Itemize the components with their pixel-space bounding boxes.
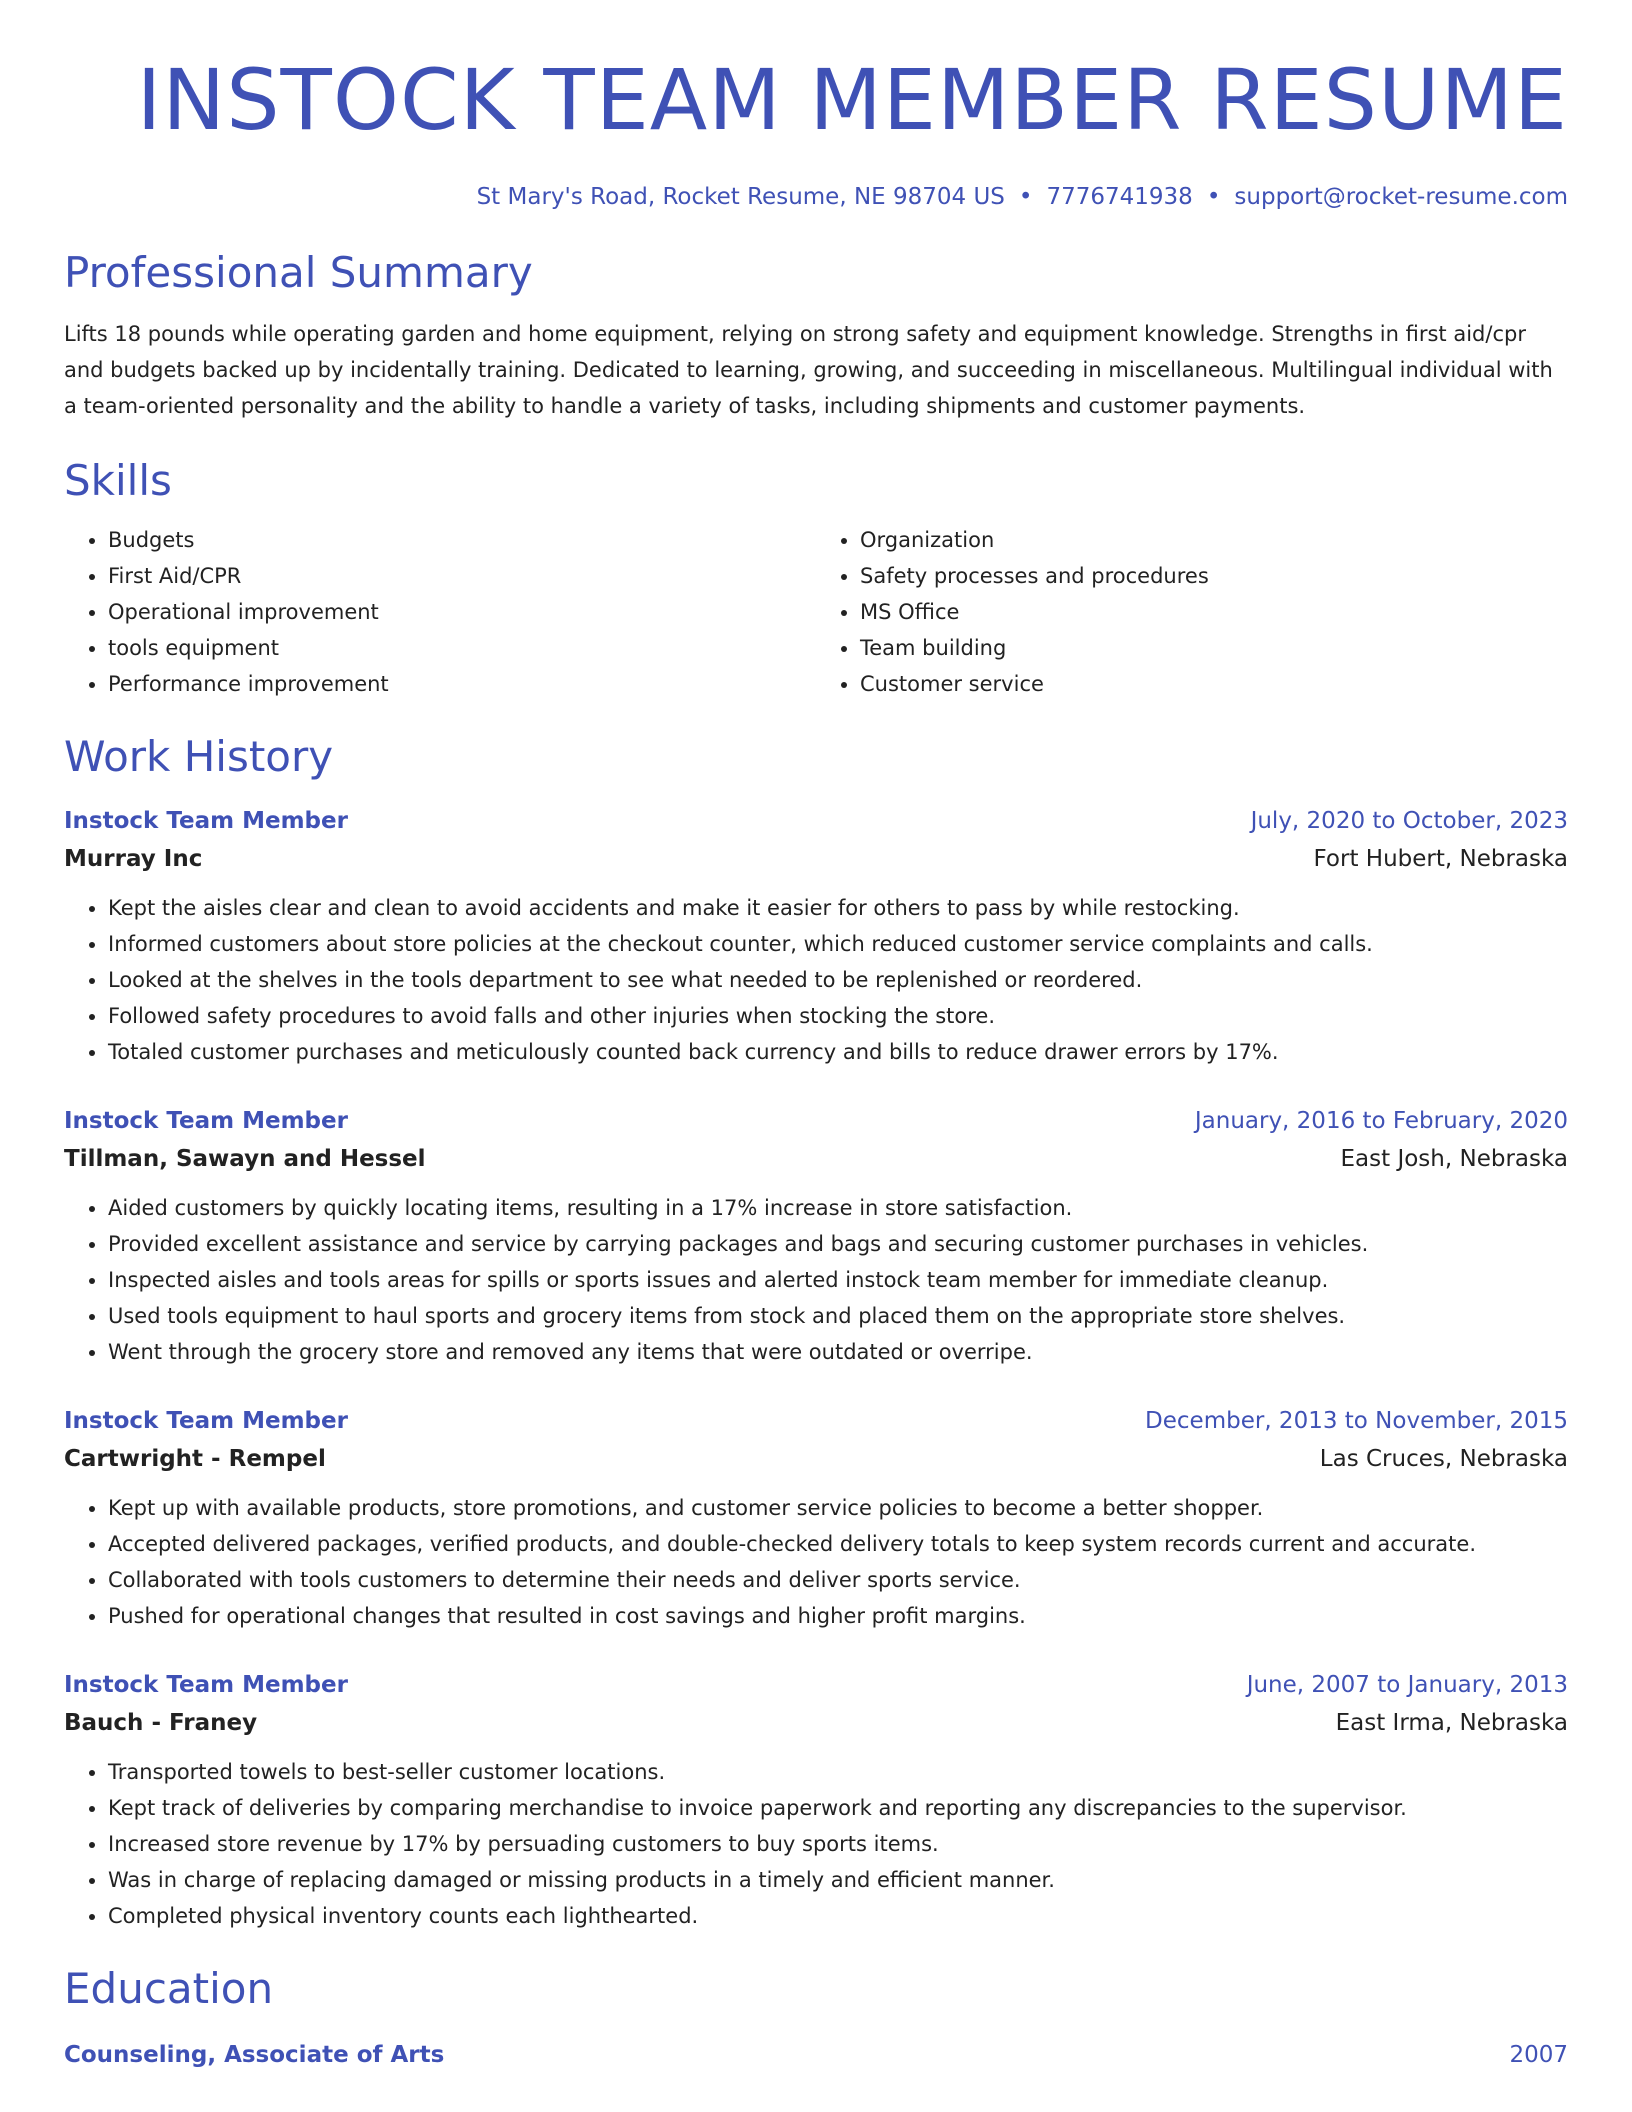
job-bullet: • Went through the grocery store and removed any items that were outdated or overripe. — [108, 1334, 1568, 1370]
contact-phone: 7776741938 — [1046, 184, 1193, 210]
job-dates: July, 2020 to October, 2023 — [1250, 808, 1568, 834]
job-company: Tillman, Sawayn and Hessel — [64, 1146, 426, 1172]
job-bullets — [64, 1490, 1568, 1634]
job-bullet: • Pushed for operational changes that resulted in cost savings and higher profit margins. — [108, 1598, 1568, 1634]
skill-item: • MS Office — [860, 594, 1568, 630]
job-dates: December, 2013 to November, 2015 — [1145, 1408, 1568, 1434]
summary-heading: Professional Summary — [64, 248, 533, 297]
job-bullet: • Accepted delivered packages, verified products, and double-checked delivery totals to keep system records current and accurate. — [108, 1526, 1568, 1562]
job-bullet: • Increased store revenue by 17% by persuading customers to buy sports items. — [108, 1826, 1568, 1862]
job-location: East Irma, Nebraska — [1335, 1710, 1568, 1736]
education-heading: Education — [64, 1964, 274, 2013]
job-title: Instock Team Member — [64, 808, 348, 834]
contact-address: St Mary's Road, Rocket Resume, NE 98704 US — [476, 184, 1005, 210]
job-bullet: • Aided customers by quickly locating items, resulting in a 17% increase in store satisfaction. — [108, 1190, 1568, 1226]
skill-item: • Organization — [860, 522, 1568, 558]
job-entry — [64, 1666, 1568, 1934]
job-bullet: • Kept the aisles clear and clean to avoid accidents and make it easier for others to pass by while restocking. — [108, 890, 1568, 926]
job-company: Cartwright - Rempel — [64, 1446, 326, 1472]
summary-text: Lifts 18 pounds while operating garden and home equipment, relying on strong safety and equipment knowledge. Strengths in first aid/cpr and budgets backed up by incidentally training. Dedicated to learning, growing, and succeeding in miscellaneous. Multilingual individual with a team-oriented personality and the ability to handle a variety of tasks, including shipments and customer payments. — [64, 322, 1553, 418]
skills-column-left — [64, 522, 816, 702]
job-bullet: • Collaborated with tools customers to determine their needs and deliver sports service. — [108, 1562, 1568, 1598]
skill-item: • Customer service — [860, 666, 1568, 702]
job-entry — [64, 1102, 1568, 1370]
job-entry — [64, 1402, 1568, 1634]
skill-item: • Team building — [860, 630, 1568, 666]
job-bullet: • Completed physical inventory counts each lighthearted. — [108, 1898, 1568, 1934]
education-entry — [64, 2036, 1568, 2074]
job-bullets — [64, 1754, 1568, 1934]
job-location: East Josh, Nebraska — [1340, 1146, 1568, 1172]
job-bullet: • Provided excellent assistance and service by carrying packages and bags and securing customer purchases in vehicles. — [108, 1226, 1568, 1262]
job-bullet: • Inspected aisles and tools areas for spills or sports issues and alerted instock team member for immediate cleanup. — [108, 1262, 1568, 1298]
job-bullet: • Informed customers about store policies at the checkout counter, which reduced customer service complaints and calls. — [108, 926, 1568, 962]
job-title: Instock Team Member — [64, 1108, 348, 1134]
skills-list — [64, 522, 1568, 702]
job-bullet: • Kept track of deliveries by comparing merchandise to invoice paperwork and reporting any discrepancies to the supervisor. — [108, 1790, 1568, 1826]
job-bullet: • Followed safety procedures to avoid falls and other injuries when stocking the store. — [108, 998, 1568, 1034]
skill-item: • Operational improvement — [108, 594, 816, 630]
job-title: Instock Team Member — [64, 1408, 348, 1434]
job-location: Las Cruces, Nebraska — [1319, 1446, 1568, 1472]
job-company: Bauch - Franey — [64, 1710, 258, 1736]
education-degree: Counseling, Associate of Arts — [64, 2042, 445, 2068]
skill-item: • First Aid/CPR — [108, 558, 816, 594]
job-bullet: • Was in charge of replacing damaged or missing products in a timely and efficient manner. — [108, 1862, 1568, 1898]
skill-item: • Budgets — [108, 522, 816, 558]
job-bullet: • Transported towels to best-seller customer locations. — [108, 1754, 1568, 1790]
skill-item: • Performance improvement — [108, 666, 816, 702]
resume-title: INSTOCK TEAM MEMBER RESUME — [136, 51, 1568, 149]
work-history-heading: Work History — [64, 732, 334, 781]
contact-email[interactable]: support@rocket-resume.com — [1234, 184, 1568, 210]
job-bullet: • Looked at the shelves in the tools department to see what needed to be replenished or reordered. — [108, 962, 1568, 998]
job-dates: June, 2007 to January, 2013 — [1246, 1672, 1568, 1698]
job-entry — [64, 802, 1568, 1070]
education-year: 2007 — [1509, 2042, 1568, 2068]
contact-line — [64, 184, 1568, 210]
job-bullet: • Kept up with available products, store promotions, and customer service policies to become a better shopper. — [108, 1490, 1568, 1526]
job-bullet: • Totaled customer purchases and meticulously counted back currency and bills to reduce drawer errors by 17%. — [108, 1034, 1568, 1070]
job-company: Murray Inc — [64, 846, 203, 872]
skill-item: • tools equipment — [108, 630, 816, 666]
job-bullets — [64, 1190, 1568, 1370]
skills-heading: Skills — [64, 456, 172, 505]
contact-separator: • — [1206, 184, 1221, 210]
skills-column-right — [816, 522, 1568, 702]
contact-separator: • — [1018, 184, 1033, 210]
job-title: Instock Team Member — [64, 1672, 348, 1698]
job-location: Fort Hubert, Nebraska — [1313, 846, 1568, 872]
job-dates: January, 2016 to February, 2020 — [1194, 1108, 1568, 1134]
job-bullet: • Used tools equipment to haul sports and grocery items from stock and placed them on the appropriate store shelves. — [108, 1298, 1568, 1334]
job-bullets — [64, 890, 1568, 1070]
skill-item: • Safety processes and procedures — [860, 558, 1568, 594]
